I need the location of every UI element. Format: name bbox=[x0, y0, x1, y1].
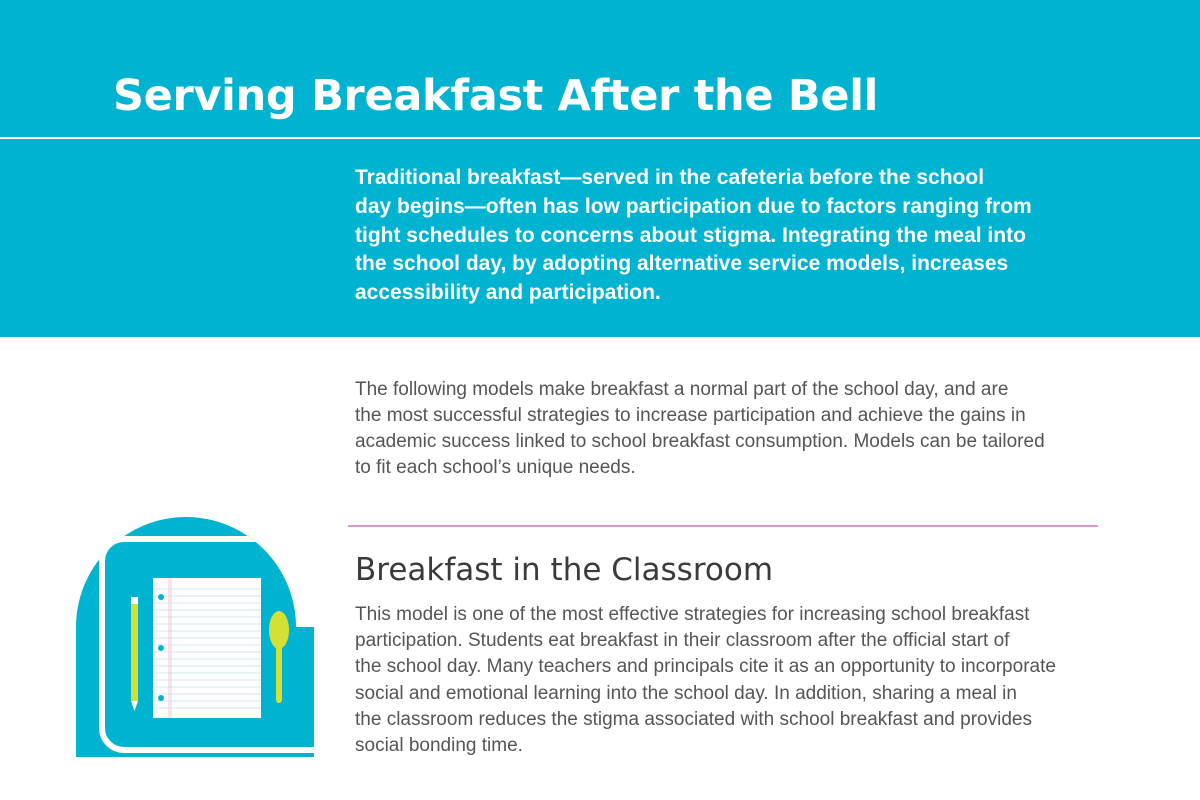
lead-line: accessibility and participation. bbox=[355, 281, 661, 305]
body-line: social and emotional learning into the school day. In addition, sharing a meal in bbox=[355, 682, 1017, 704]
body-line: the school day. Many teachers and principals cite it as an opportunity to incorporate bbox=[355, 656, 1056, 678]
notebook-paper-icon bbox=[153, 578, 261, 718]
body-line: This model is one of the most effective strategies for increasing school breakfast bbox=[355, 604, 1030, 625]
intro-paragraph bbox=[355, 377, 1110, 481]
lead-paragraph bbox=[355, 164, 1055, 308]
classroom-breakfast-tray-icon bbox=[76, 517, 314, 757]
lead-line: day begins—often has low participation due to factors ranging from bbox=[355, 194, 1032, 218]
lead-line: the school day, by adopting alternative service models, increases bbox=[355, 252, 1009, 276]
body-line: the classroom reduces the stigma associated with school breakfast and provides bbox=[355, 708, 1032, 730]
lead-line: Traditional breakfast—served in the cafeteria before the school bbox=[355, 166, 985, 189]
intro-line: the most successful strategies to increase participation and achieve the gains in bbox=[355, 405, 1026, 426]
body-line: social bonding time. bbox=[355, 735, 523, 757]
lead-line: tight schedules to concerns about stigma. Integrating the meal into bbox=[355, 223, 1026, 247]
intro-line: to fit each school’s unique needs. bbox=[355, 457, 636, 478]
body-line: participation. Students eat breakfast in their classroom after the official start of bbox=[355, 630, 1010, 652]
intro-line: academic success linked to school breakfast consumption. Models can be tailored bbox=[355, 431, 1045, 452]
section-title: Breakfast in the Classroom bbox=[355, 552, 774, 588]
section-divider bbox=[348, 525, 1098, 527]
section-body bbox=[355, 602, 1125, 759]
pencil-icon bbox=[131, 597, 138, 711]
intro-line: The following models make breakfast a normal part of the school day, and are bbox=[355, 379, 1009, 400]
page-title: Serving Breakfast After the Bell bbox=[113, 71, 879, 121]
header-divider bbox=[0, 137, 1200, 139]
